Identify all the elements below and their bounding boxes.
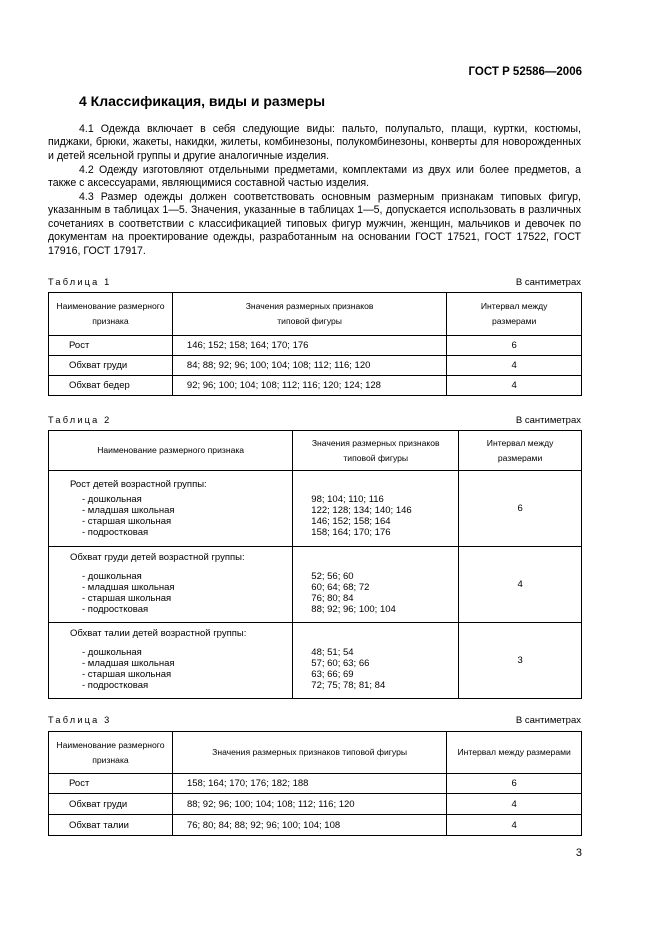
table2-header-interval: Интервал между размерами [459,431,582,471]
table2-group-values: 52; 56; 60 60; 64; 68; 72 76; 80; 84 88; 92; 96; 100; 104 [293,547,459,623]
table2-group-chest [49,547,582,623]
table2-group-label: Рост детей возрастной группы: - дошкольная - младшая школьная - старшая школьная - подростковая [49,471,293,547]
document-code: ГОСТ Р 52586—2006 [468,66,582,78]
table2-group-label: Обхват груди детей возрастной группы: - дошкольная - младшая школьная - старшая школьная - подростковая [49,547,293,623]
table3 [48,731,582,836]
table3-row-name: Рост [49,774,173,794]
table1-row-interval: 6 [447,336,582,356]
table1-caption: Таблица 1 [48,277,112,287]
table1-row-name: Обхват бедер [49,376,173,396]
table2-header-values: Значения размерных признаков типовой фигуры [293,431,459,471]
table1 [48,292,582,396]
table2-group-label: Обхват талии детей возрастной группы: - дошкольная - младшая школьная - старшая школьная - подростковая [49,623,293,699]
table3-row-name: Обхват талии [49,815,173,836]
paragraph-4-2: 4.2 Одежду изготовляют отдельными предметами, комплектами из двух или более предметов, а также с аксессуарами, являющимися составной частью изделия. [48,164,581,190]
table1-row-values: 146; 152; 158; 164; 170; 176 [172,336,446,356]
table-row [49,815,582,836]
table2-group-interval: 4 [459,547,582,623]
table3-row-name: Обхват груди [49,794,173,815]
table1-row-values: 84; 88; 92; 96; 100; 104; 108; 112; 116; 120 [172,356,446,376]
table3-row-values: 88; 92; 96; 100; 104; 108; 112; 116; 120 [172,794,446,815]
table2-group-height [49,471,582,547]
table-row [49,336,582,356]
section-title: 4 Классификация, виды и размеры [79,93,326,109]
table2 [48,430,582,699]
table1-row-name: Обхват груди [49,356,173,376]
table3-row-values: 76; 80; 84; 88; 92; 96; 100; 104; 108 [172,815,446,836]
table3-row-interval: 6 [447,774,582,794]
table3-row-interval: 4 [447,794,582,815]
table1-row-values: 92; 96; 100; 104; 108; 112; 116; 120; 124; 128 [172,376,446,396]
table2-group-waist [49,623,582,699]
table1-header-name: Наименование размерного признака [49,293,173,336]
table2-group-values: 48; 51; 54 57; 60; 63; 66 63; 66; 69 72; 75; 78; 81; 84 [293,623,459,699]
table2-group-values: 98; 104; 110; 116 122; 128; 134; 140; 146 146; 152; 158; 164 158; 164; 170; 176 [293,471,459,547]
table1-header-interval: Интервал между размерами [447,293,582,336]
table1-header-row [49,293,582,336]
table3-unit: В сантиметрах [515,715,581,726]
table1-row-interval: 4 [447,376,582,396]
table1-row-name: Рост [49,336,173,356]
paragraph-4-1: 4.1 Одежда включает в себя следующие виды: пальто, полупальто, плащи, куртки, костюмы, пиджаки, брюки, жакеты, накидки, жилеты, комбинезоны, полукомбинезоны, конверты для новорожденных и детей ясельной группы и другие аналогичные изделия. [48,123,581,162]
table3-header-interval: Интервал между размерами [447,732,582,774]
table1-unit: В сантиметрах [515,277,581,288]
table-row [49,774,582,794]
table3-header-name: Наименование размерного признака [49,732,173,774]
table2-caption: Таблица 2 [48,415,112,425]
table2-header-row [49,431,582,471]
table3-row-interval: 4 [447,815,582,836]
table3-header-row [49,732,582,774]
table2-group-interval: 6 [459,471,582,547]
page-number: 3 [575,847,582,859]
table2-group-interval: 3 [459,623,582,699]
table2-unit: В сантиметрах [515,415,581,426]
table2-header-name: Наименование размерного признака [49,431,293,471]
table1-row-interval: 4 [447,356,582,376]
table3-row-values: 158; 164; 170; 176; 182; 188 [172,774,446,794]
table-row [49,376,582,396]
paragraph-4-3: 4.3 Размер одежды должен соответствовать основным размерным признакам типовых фигур, указанным в таблицах 1—5. Значения, указанные в таблицах 1—5, допускается использовать в различных сочетаниях в соответствии с классификацией типовых фигур мужчин, женщин, мальчиков и девочек по документам на проектирование одежды, разработанным на основании ГОСТ 17521, ГОСТ 17522, ГОСТ 17916, ГОСТ 17917. [48,191,581,257]
table-row [49,794,582,815]
table3-caption: Таблица 3 [48,715,112,725]
table-row [49,356,582,376]
table1-header-values: Значения размерных признаков типовой фигуры [172,293,446,336]
table3-header-values: Значения размерных признаков типовой фигуры [172,732,446,774]
